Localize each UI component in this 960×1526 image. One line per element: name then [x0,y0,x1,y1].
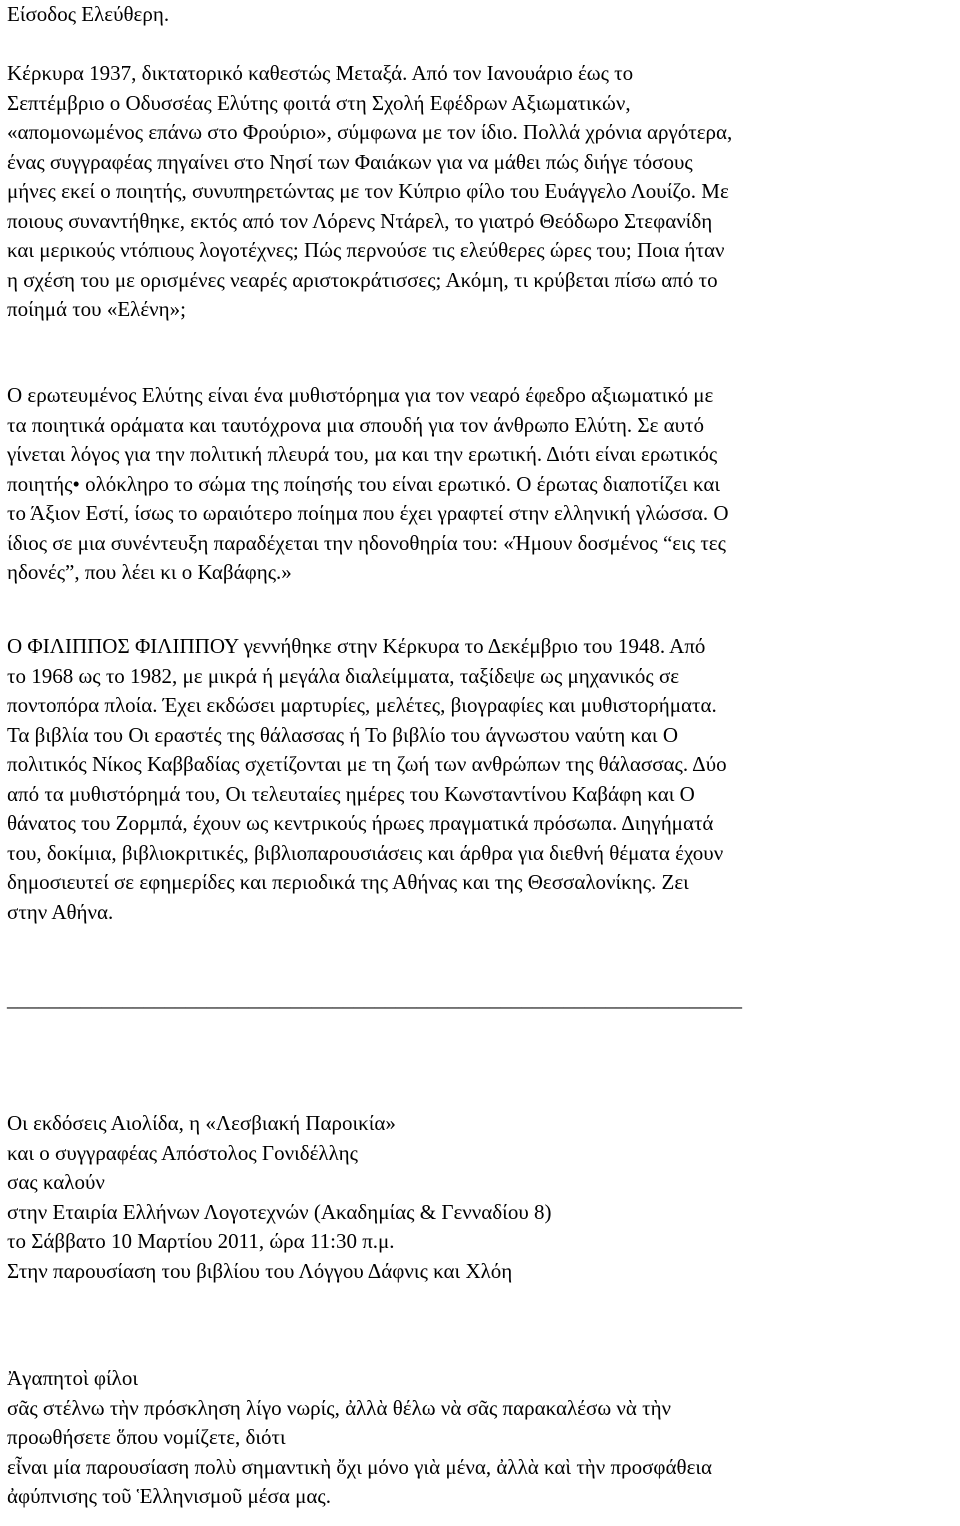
invitation-line: το Σάββατο 10 Μαρτίου 2011, ώρα 11:30 π.μ. [7,1229,395,1253]
text-line: ποιους συναντήθηκε, εκτός από τον Λόρενς Ντάρελ, το γιατρό Θεόδωρο Στεφανίδη [7,208,713,233]
text-line: ποιητής• ολόκληρο το σώμα της ποίησής του είναι ερωτικό. Ο έρωτας διαποτίζει και [7,471,721,496]
text-line: ένας συγγραφέας πηγαίνει στο Νησί των Φαιάκων για να μάθει πώς διήγε τόσους [7,149,693,174]
personal-letter [7,1364,959,1512]
text-line: θάνατος του Ζορμπά, έχουν ως κεντρικούς ήρωες πραγματικά πρόσωπα. Διηγήματά [7,811,714,835]
text-line: και μερικούς ντόπιους λογοτέχνες; Πώς περνούσε τις ελεύθερες ώρες του; Ποια ήταν [7,238,725,262]
text-line: γίνεται λόγος για την πολιτική πλευρά του, μα και την ερωτική. Διότι είναι ερωτικός [7,442,718,466]
invitation-line: σας καλούν [7,1170,105,1194]
invitation-block [7,1109,959,1286]
letter-line: ἀφύπνισης τοῦ Ἑλληνισμοῦ μέσα μας. [7,1484,331,1508]
invitation-line: Οι εκδόσεις Αιολίδα, η «Λεσβιακή Παροικία» [7,1111,396,1135]
letter-line: προωθήσετε ὅπου νομίζετε, διότι [7,1425,286,1449]
text-line: πολιτικός Νίκος Καββαδίας σχετίζονται με τη ζωή των ανθρώπων της θάλασσας. Δύο [7,752,727,776]
text-line: ηδονές”, που λέει κι ο Καβάφης.» [7,560,292,584]
letter-line: εἶναι μία παρουσίαση πολὺ σημαντικὴ ὄχι μόνο γιὰ μένα, ἀλλὰ καὶ τὴν προσφάθεια [7,1454,713,1479]
letter-line: σᾶς στέλνω τὴν πρόσκληση λίγο νωρίς, ἀλλὰ θέλω νὰ σᾶς παρακαλέσω νὰ τὴν [7,1395,672,1420]
author-bio-paragraph [7,632,959,927]
novel-description-paragraph [7,381,959,588]
text-line: Ο ΦΙΛΙΠΠΟΣ ΦΙΛΙΠΠΟΥ γεννήθηκε στην Κέρκυρα το Δεκέμβριο του 1948. Από [7,634,706,658]
text-line: ποίημά του «Ελένη»; [7,297,186,321]
text-line: η σχέση του με ορισμένες νεαρές αριστοκράτισσες; Ακόμη, τι κρύβεται πίσω από το [7,267,718,292]
invitation-line: Στην παρουσίαση του βιβλίου του Λόγγου Δάφνις και Χλόη [7,1258,513,1283]
text-line: το Άξιον Εστί, ίσως το ωραιότερο ποίημα που έχει γραφτεί στην ελληνική γλώσσα. Ο [7,501,729,525]
text-line: μήνες εκεί ο ποιητής, συνυπηρετώντας με τον Κύπριο φίλο του Ευάγγελο Λουίζο. Με [7,179,729,203]
text-line: Τα βιβλία του Οι εραστές της θάλασσας ή Το βιβλίο του άγνωστου ναύτη και Ο [7,722,678,747]
text-line: στην Αθήνα. [7,899,114,924]
entry-notice [7,0,959,30]
text-line: από τα μυθιστόρημά του, Οι τελευταίες ημέρες του Κωνσταντίνου Καβάφη και Ο [7,781,695,806]
synopsis-paragraph [7,59,959,325]
text-line: του, δοκίμια, βιβλιοκριτικές, βιβλιοπαρουσιάσεις και άρθρα για διεθνή θέματα έχουν [7,840,724,865]
entry-line: Είσοδος Ελεύθερη. [7,2,170,26]
text-line: Κέρκυρα 1937, δικτατορικό καθεστώς Μεταξά. Από τον Ιανουάριο έως το [7,61,634,85]
separator-line: ______________________________________________________________________ [7,987,742,1011]
letter-line: Ἀγαπητοὶ φίλοι [7,1366,138,1390]
text-line: Ο ερωτευμένος Ελύτης είναι ένα μυθιστόρημα για τον νεαρό έφεδρο αξιωματικό με [7,383,714,407]
text-line: ποντοπόρα πλοία. Έχει εκδώσει μαρτυρίες, μελέτες, βιογραφίες και μυθιστορήματα. [7,693,717,717]
invitation-line: και ο συγγραφέας Απόστολος Γονιδέλλης [7,1140,358,1165]
separator-rule [7,985,959,1015]
text-line: δημοσιευτεί σε εφημερίδες και περιοδικά της Αθήνας και της Θεσσαλονίκης. Ζει [7,870,689,894]
text-line: τα ποιητικά οράματα και ταυτόχρονα μια σπουδή για τον άνθρωπο Ελύτη. Σε αυτό [7,412,704,437]
text-line: ίδιος σε μια συνέντευξη παραδέχεται την ηδονοθηρία του: «Ήμουν δοσμένος “εις τες [7,530,726,555]
invitation-line: στην Εταιρία Ελλήνων Λογοτεχνών (Ακαδημίας & Γενναδίου 8) [7,1199,552,1224]
text-line: Σεπτέμβριο ο Οδυσσέας Ελύτης φοιτά στη Σχολή Εφέδρων Αξιωματικών, [7,90,631,115]
text-line: το 1968 ως το 1982, με μικρά ή μεγάλα διαλείμματα, ταξίδεψε ως μηχανικός σε [7,663,680,688]
text-line: «απομονωμένος επάνω στο Φρούριο», σύμφωνα με τον ίδιο. Πολλά χρόνια αργότερα, [7,120,733,144]
